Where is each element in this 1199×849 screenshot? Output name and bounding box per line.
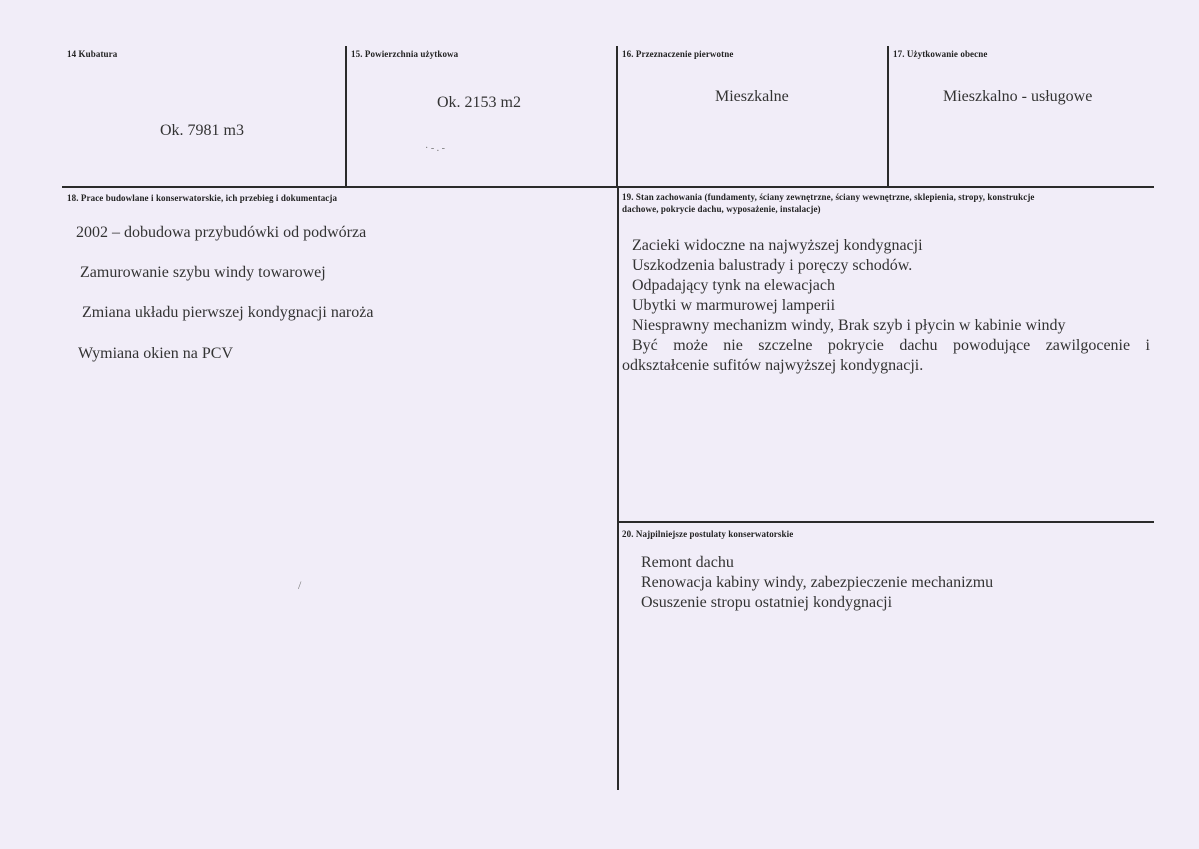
field-14-label: 14 Kubatura <box>67 49 118 59</box>
top-row-bottom-rule <box>62 186 1154 188</box>
field-14-value: Ok. 7981 m3 <box>160 122 244 139</box>
field-19-item: Zacieki widoczne na najwyższej kondygnacji <box>632 237 923 254</box>
field-16-value: Mieszkalne <box>715 88 789 105</box>
field-18-item: Zamurowanie szybu windy towarowej <box>80 264 326 281</box>
field-19-label-line1: 19. Stan zachowania (fundamenty, ściany zewnętrzne, ściany wewnętrzne, sklepienia, stropy, konstrukcje <box>622 192 1035 202</box>
field-20-label: 20. Najpilniejsze postulaty konserwatorskie <box>622 529 794 539</box>
field-18-item: Wymiana okien na PCV <box>78 345 234 362</box>
field-15-specks: · - . - <box>425 143 445 154</box>
field-20-item: Renowacja kabiny windy, zabezpieczenie mechanizmu <box>641 574 994 591</box>
field-15-label: 15. Powierzchnia użytkowa <box>351 49 459 59</box>
col-divider-14-15 <box>345 46 347 187</box>
field-17-label: 17. Użytkowanie obecne <box>893 49 988 59</box>
main-col-divider <box>617 186 619 790</box>
field-20-item: Osuszenie stropu ostatniej kondygnacji <box>641 594 893 611</box>
field-19-item: Niesprawny mechanizm windy, Brak szyb i płycin w kabinie windy <box>632 317 1066 334</box>
field-19-label-line2: dachowe, pokrycie dachu, wyposażenie, instalacje) <box>622 204 821 214</box>
field-19-item: odkształcenie sufitów najwyższej kondygnacji. <box>622 357 924 374</box>
field-18-item: Zmiana układu pierwszej kondygnacji naroża <box>82 304 374 321</box>
field-19-item: Być może nie szczelne pokrycie dachu powodujące zawilgocenie i <box>632 337 1150 354</box>
field-18-label: 18. Prace budowlane i konserwatorskie, ich przebieg i dokumentacja <box>67 193 338 203</box>
section-19-20-divider <box>617 521 1154 523</box>
field-15-value: Ok. 2153 m2 <box>437 94 521 111</box>
field-18-item: 2002 – dobudowa przybudówki od podwórza <box>76 224 367 241</box>
field-18-mark: / <box>298 578 302 592</box>
col-divider-16-17 <box>887 46 889 187</box>
col-divider-15-16 <box>616 46 618 187</box>
field-19-item: Odpadający tynk na elewacjach <box>632 277 836 294</box>
field-19-item: Ubytki w marmurowej lamperii <box>632 297 836 314</box>
field-16-label: 16. Przeznaczenie pierwotne <box>622 49 734 59</box>
field-17-value: Mieszkalno - usługowe <box>943 88 1093 105</box>
field-19-item: Uszkodzenia balustrady i poręczy schodów. <box>632 257 913 274</box>
field-20-item: Remont dachu <box>641 554 734 571</box>
